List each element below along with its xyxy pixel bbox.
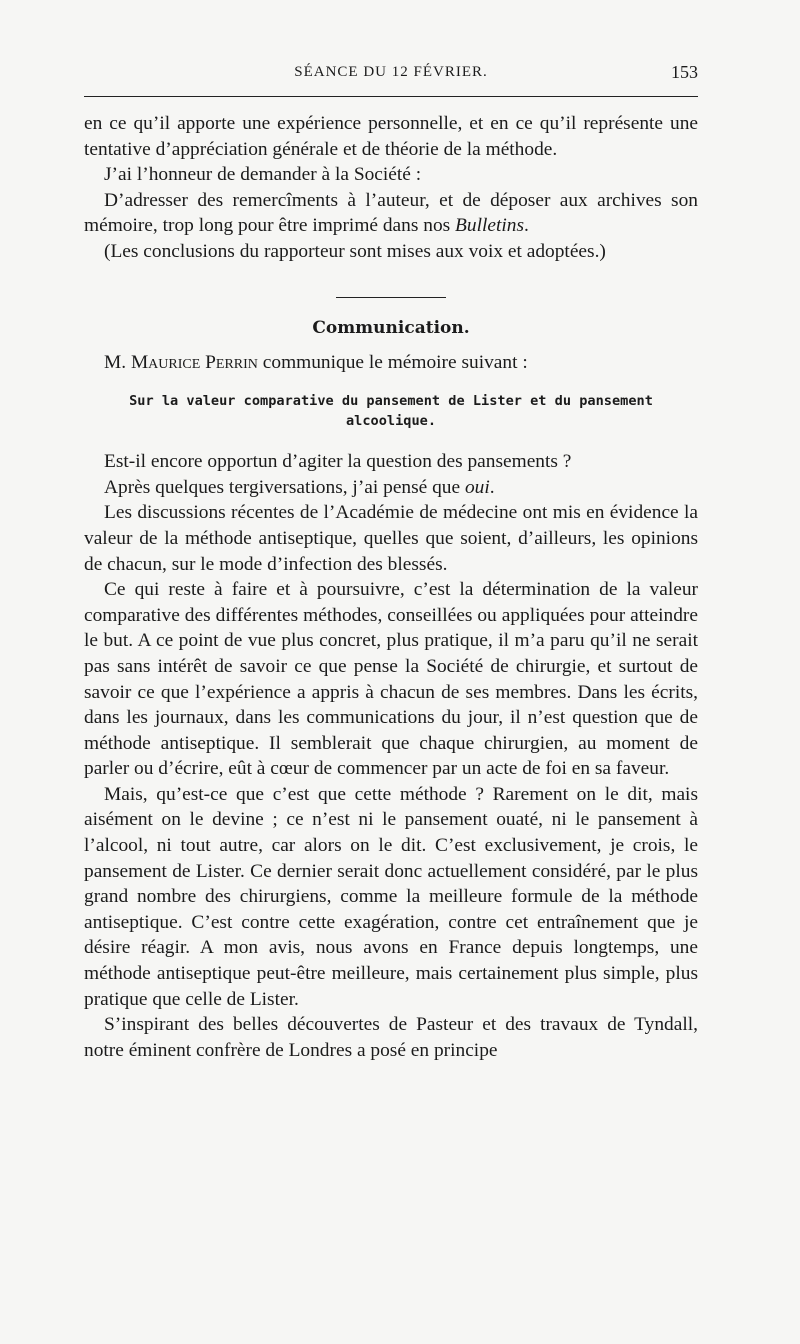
running-head [84, 58, 698, 88]
header-rule [84, 96, 698, 97]
bulletins-italic: Bulletins [455, 215, 524, 237]
report-paragraph-3-text: D’adresser des remercîments à l’auteur, et de déposer aux archives son mémoire, trop long pour être imprimé dans nos [84, 189, 698, 237]
running-title: SÉANCE DU 12 FÉVRIER. [294, 64, 488, 80]
body-paragraph-4: Ce qui reste à faire et à poursuivre, c’est la détermination de la valeur comparative des différentes méthodes, conseillées ou appliquées pour atteindre le but. A ce point de vue plus concret, plus pratique, il m’a paru qu’il ne serait pas sans intérêt de savoir ce que pense la Société de chirurgie, et surtout de savoir ce que l’expérience a appris à chacun de ses membres. Dans les écrits, dans les journaux, dans les communications du jour, il n’est question que de méthode antiseptique. Il semblerait que chaque chirurgien, au moment de parler ou d’écrire, eût à cœur de commencer par un acte de foi en sa faveur. [84, 579, 698, 780]
oui-italic: oui [464, 476, 490, 498]
body-paragraph-5: Mais, qu’est-ce que c’est que cette méthode ? Rarement on le dit, mais aisément on le devine ; ce n’est ni le pansement ouaté, ni le pansement à l’alcool, ni tout autre, car alors on le dit. C’est exclusivement, je crois, le pansement de Lister. Ce dernier serait donc actuellement considéré, par le plus grand nombre des chirurgiens, comme la meilleure formule de la méthode antiseptique. C’est contre cette exagération, contre cet entraînement que je désire réagir. A mon avis, nous avons en France depuis longtemps, une méthode antiseptique peut-être meilleure, mais certainement plus simple, plus pratique que celle de Lister. [84, 783, 698, 1010]
report-paragraph-1: en ce qu’il apporte une expérience personnelle, et en ce qu’il représente une tentative d’appréciation générale et de théorie de la méthode. [84, 113, 698, 160]
report-paragraph-3-end: . [523, 215, 529, 237]
section-divider [336, 297, 446, 298]
body-paragraph-2-end: . [489, 476, 495, 498]
intro-text: communique le mémoire suivant : [257, 351, 528, 373]
intro-prefix: M. [104, 351, 131, 373]
section-heading: Communication. [312, 317, 470, 338]
body-paragraph-6: S’inspirant des belles découvertes de Pasteur et des travaux de Tyndall, notre éminent confrère de Londres a posé en principe [84, 1014, 698, 1061]
author-name: Maurice Perrin [130, 351, 258, 373]
body-paragraph-2-text: Après quelques tergiversations, j’ai pensé que [104, 476, 465, 498]
article-title: Sur la valeur comparative du pansement de Lister et du pansement alcoolique. [129, 393, 653, 430]
report-paragraph-3 [84, 188, 698, 239]
report-paragraph-2: J’ai l’honneur de demander à la Société : [104, 164, 422, 186]
page-number: 153 [671, 62, 698, 82]
body-paragraph-2 [84, 475, 698, 501]
body-paragraph-3: Les discussions récentes de l’Académie de médecine ont mis en évidence la valeur de la méthode antiseptique, quelles que soient, d’ailleurs, les opinions de chacun, sur le mode d’infection des blessés. [84, 502, 698, 575]
book-page [84, 58, 698, 1063]
report-paragraph-4: (Les conclusions du rapporteur sont mises aux voix et adoptées.) [104, 240, 606, 262]
communication-intro [84, 350, 698, 376]
body-paragraph-1: Est-il encore opportun d’agiter la question des pansements ? [104, 451, 572, 473]
